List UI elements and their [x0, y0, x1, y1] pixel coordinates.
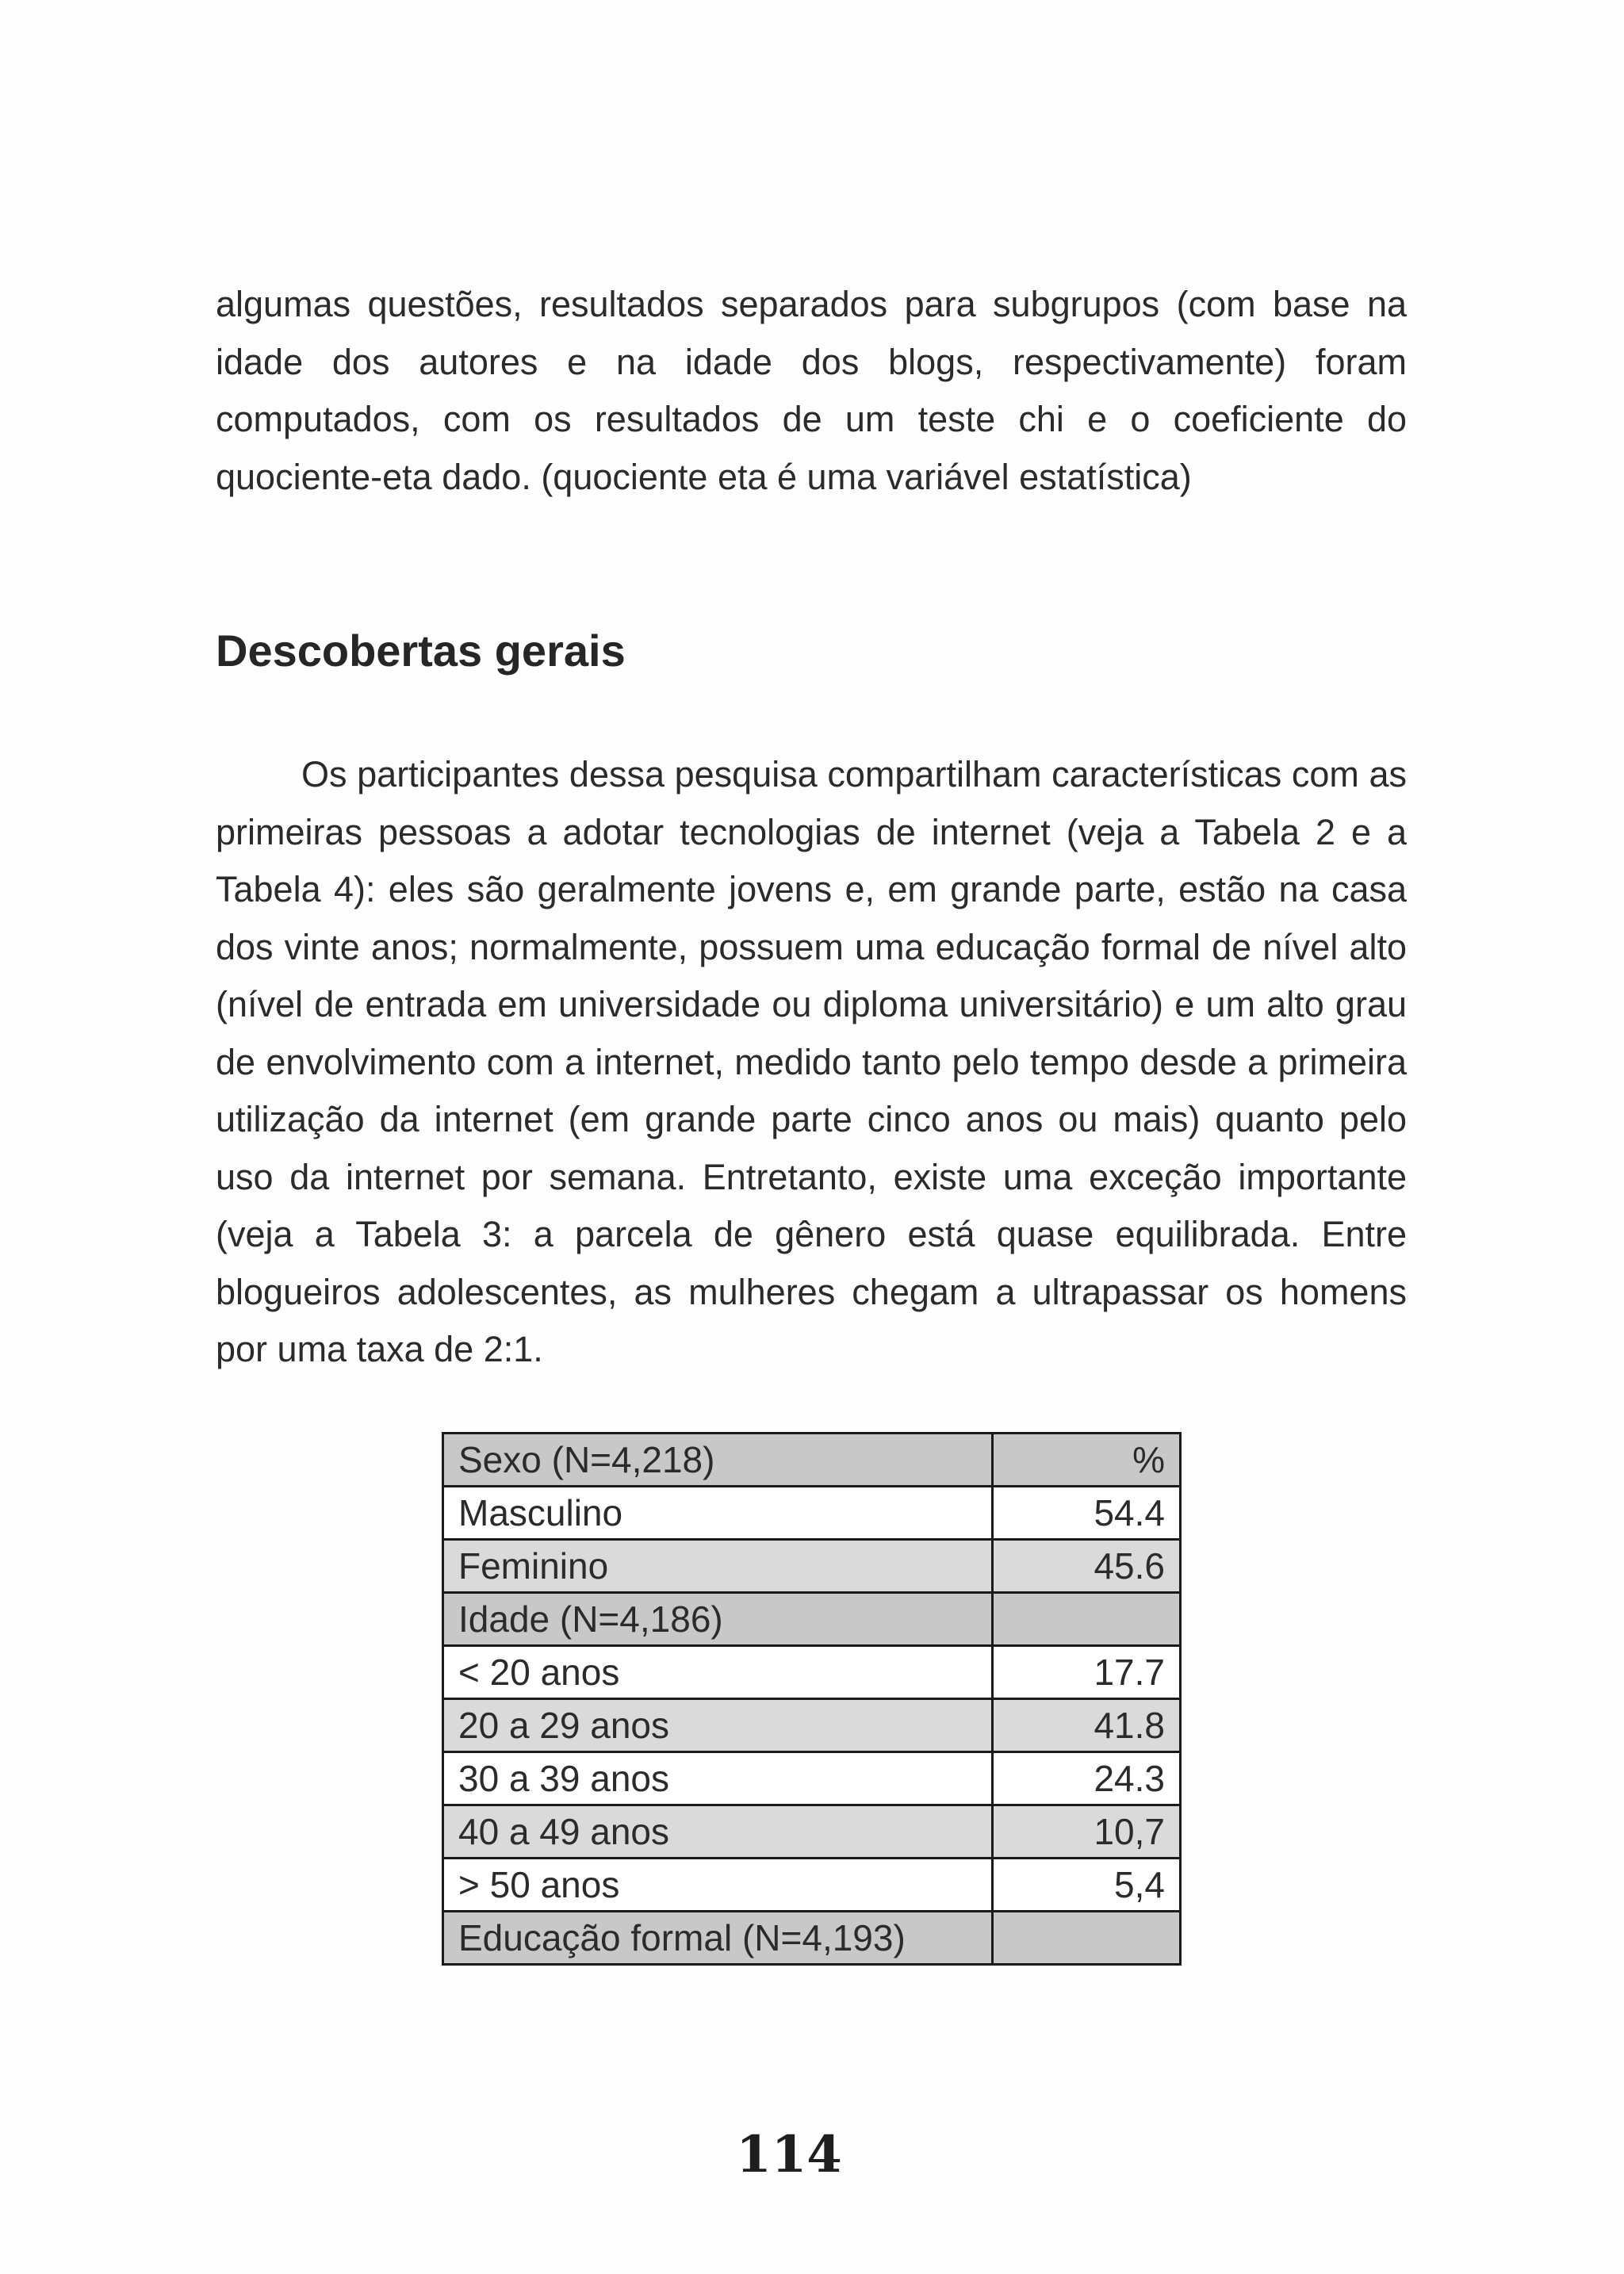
table-cell-label: < 20 anos — [443, 1646, 993, 1699]
demographics-table — [442, 1432, 1182, 1966]
table-cell-value — [993, 1912, 1181, 1965]
table-cell-value: 45.6 — [993, 1540, 1181, 1593]
table-cell-label: Sexo (N=4,218) — [443, 1434, 993, 1487]
table-cell-label: 20 a 29 anos — [443, 1699, 993, 1752]
table-cell-label: Idade (N=4,186) — [443, 1593, 993, 1646]
table-cell-value: 41.8 — [993, 1699, 1181, 1752]
table-cell-value: 10,7 — [993, 1805, 1181, 1859]
table-cell-label: > 50 anos — [443, 1859, 993, 1912]
table-row — [443, 1434, 1181, 1487]
table-cell-label: 40 a 49 anos — [443, 1805, 993, 1859]
table-row — [443, 1593, 1181, 1646]
table-cell-label: 30 a 39 anos — [443, 1752, 993, 1805]
table-row — [443, 1699, 1181, 1752]
section-heading: Descobertas gerais — [216, 626, 626, 676]
page-number: 114 — [736, 2125, 842, 2184]
table-cell-value: 5,4 — [993, 1859, 1181, 1912]
table-row — [443, 1912, 1181, 1965]
table-row — [443, 1540, 1181, 1593]
table-row — [443, 1859, 1181, 1912]
table-cell-value: 24.3 — [993, 1752, 1181, 1805]
table-cell-value: 17.7 — [993, 1646, 1181, 1699]
table-cell-label: Masculino — [443, 1487, 993, 1540]
table-row — [443, 1487, 1181, 1540]
body-paragraph: algumas questões, resultados separados para subgrupos (com base na idade dos autores e na idade dos blogs, respectivamente) foram computados, com os resultados de um teste chi e o coeficiente do quociente-eta dado. (quociente eta é uma variável estatística) — [216, 284, 1407, 497]
body-paragraph: Os participantes dessa pesquisa compartilham características com as primeiras pessoas a adotar tecnologias de internet (veja a Tabela 2 e a Tabela 4): eles são geralmente jovens e, em grande parte, estão na casa dos vinte anos; normalmente, possuem uma educação formal de nível alto (nível de entrada em universidade ou diploma universitário) e um alto grau de envolvimento com a internet, medido tanto pelo tempo desde a primeira utilização da internet (em grande parte cinco anos ou mais) quanto pelo uso da internet por semana. Entretanto, existe uma exceção importante (veja a Tabela 3: a parcela de gênero está quase equilibrada. Entre blogueiros adolescentes, as mulheres chegam a ultrapassar os homens por uma taxa de 2:1. — [216, 754, 1407, 1369]
table-cell-value: % — [993, 1434, 1181, 1487]
table-row — [443, 1752, 1181, 1805]
table-row — [443, 1805, 1181, 1859]
table-cell-value — [993, 1593, 1181, 1646]
table-cell-value: 54.4 — [993, 1487, 1181, 1540]
table-row — [443, 1646, 1181, 1699]
table-cell-label: Feminino — [443, 1540, 993, 1593]
table-cell-label: Educação formal (N=4,193) — [443, 1912, 993, 1965]
